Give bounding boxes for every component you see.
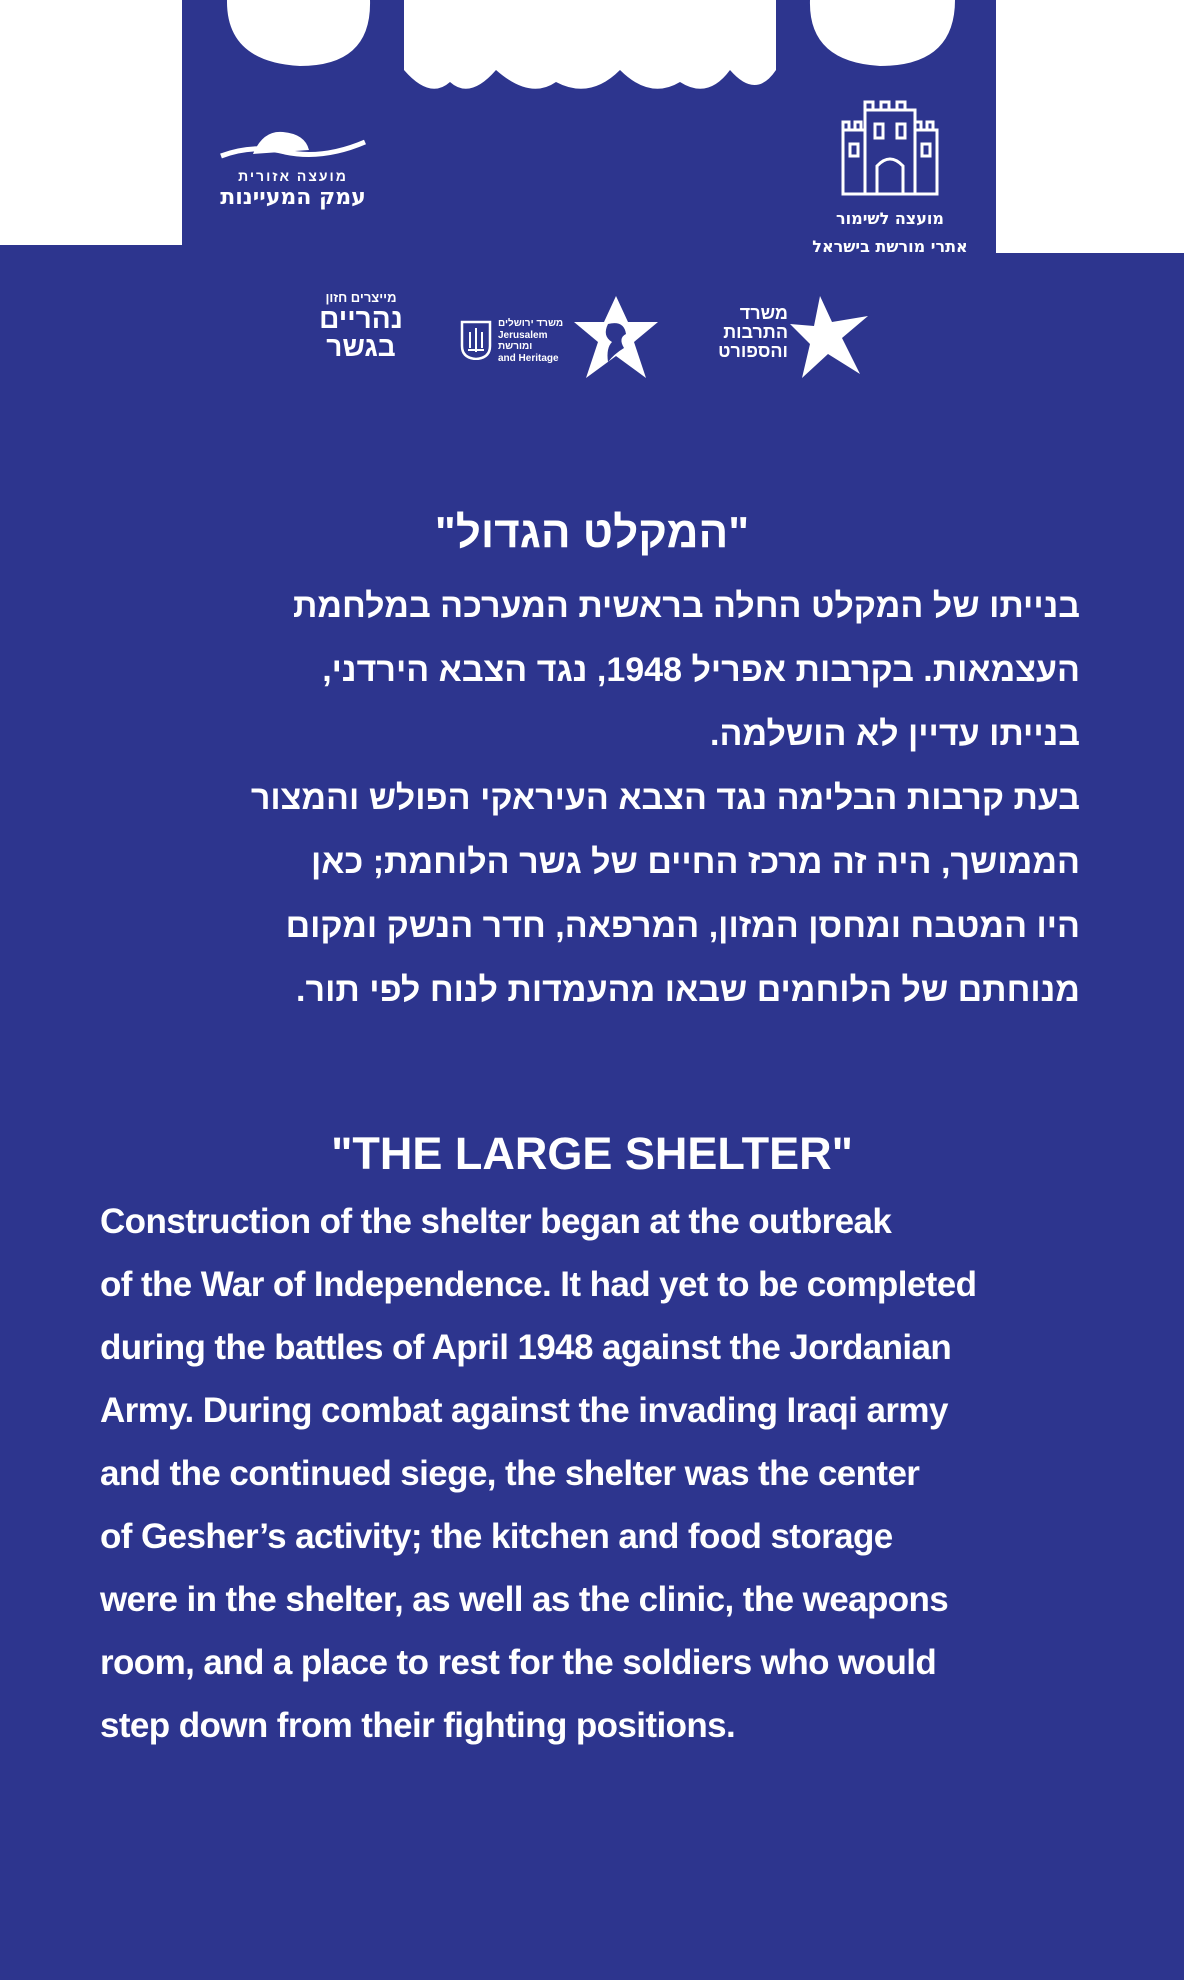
hebrew-line: העצמאות. בקרבות אפריל 1948, נגד הצבא הירדני, — [322, 651, 1080, 689]
culture-star-icon — [790, 294, 874, 380]
wave-sun-icon — [213, 126, 373, 162]
hebrew-line: בנייתו של המקלט החלה בראשית המערכה במלחמת — [292, 587, 1080, 625]
nahariyim-logo — [306, 290, 416, 361]
english-line: of Gesher’s activity; the kitchen and food storage — [100, 1517, 893, 1556]
star-lion-icon — [568, 292, 664, 388]
culture-line3: והספורט — [718, 340, 788, 361]
regional-council-logo — [203, 126, 383, 211]
nahariyim-line2: נהריים — [319, 303, 403, 334]
hebrew-line: היו המטבח ומחסן המזון, המרפאה, חדר הנשק ומקום — [285, 907, 1080, 945]
english-line: and the continued siege, the shelter was the center — [100, 1454, 920, 1493]
culture-text — [708, 304, 788, 361]
english-line: Construction of the shelter began at the outbreak — [100, 1202, 892, 1241]
heritage-line2: אתרי מורשת בישראל — [812, 236, 968, 256]
heritage-line1: מועצה לשימור — [836, 209, 944, 228]
culture-line2: התרבות — [723, 321, 788, 342]
state-emblem-icon — [460, 320, 492, 360]
english-line: of the War of Independence. It had yet to be completed — [100, 1265, 977, 1304]
council-line2: עמק המעיינות — [220, 185, 366, 210]
hebrew-line: הממושך, היה זה מרכז החיים של גשר הלוחמת; כאן — [311, 843, 1080, 881]
culture-line1: משרד — [739, 303, 788, 323]
hebrew-title: "המקלט הגדול" — [434, 508, 750, 557]
jerusalem-he2: ומורשת — [498, 341, 533, 352]
english-line: Army. During combat against the invading Iraqi army — [100, 1391, 948, 1430]
jerusalem-ministry-text — [498, 318, 563, 364]
jerusalem-heritage-logo — [458, 292, 668, 392]
council-line1: מועצה אזורית — [238, 168, 348, 184]
english-title: "THE LARGE SHELTER" — [331, 1128, 853, 1179]
nahariyim-line3: בגשר — [326, 331, 396, 362]
english-body — [100, 1190, 1084, 1757]
heritage-council-logo — [790, 100, 990, 256]
nahariyim-line1: מייצרים חזון — [325, 290, 397, 305]
fortress-gate-icon — [835, 100, 945, 200]
hebrew-line: בעת קרבות הבלימה נגד הצבא העיראקי הפולש והמצור — [250, 779, 1080, 817]
english-line: step down from their fighting positions. — [100, 1706, 736, 1745]
english-line: were in the shelter, as well as the clinic, the weapons — [100, 1580, 949, 1619]
jerusalem-en2: and Heritage — [498, 352, 559, 364]
hebrew-line: בנייתו עדיין לא הושלמה. — [710, 715, 1080, 753]
english-line: room, and a place to rest for the soldiers who would — [100, 1643, 937, 1682]
hebrew-line: מנוחתם של הלוחמים שבאו מהעמדות לנוח לפי תור. — [296, 971, 1080, 1009]
english-line: during the battles of April 1948 against the Jordanian — [100, 1328, 952, 1367]
culture-sport-logo — [708, 294, 878, 384]
jerusalem-en1: Jerusalem — [498, 329, 548, 341]
hebrew-body — [100, 574, 1080, 1022]
jerusalem-he1: משרד ירושלים — [498, 318, 564, 329]
